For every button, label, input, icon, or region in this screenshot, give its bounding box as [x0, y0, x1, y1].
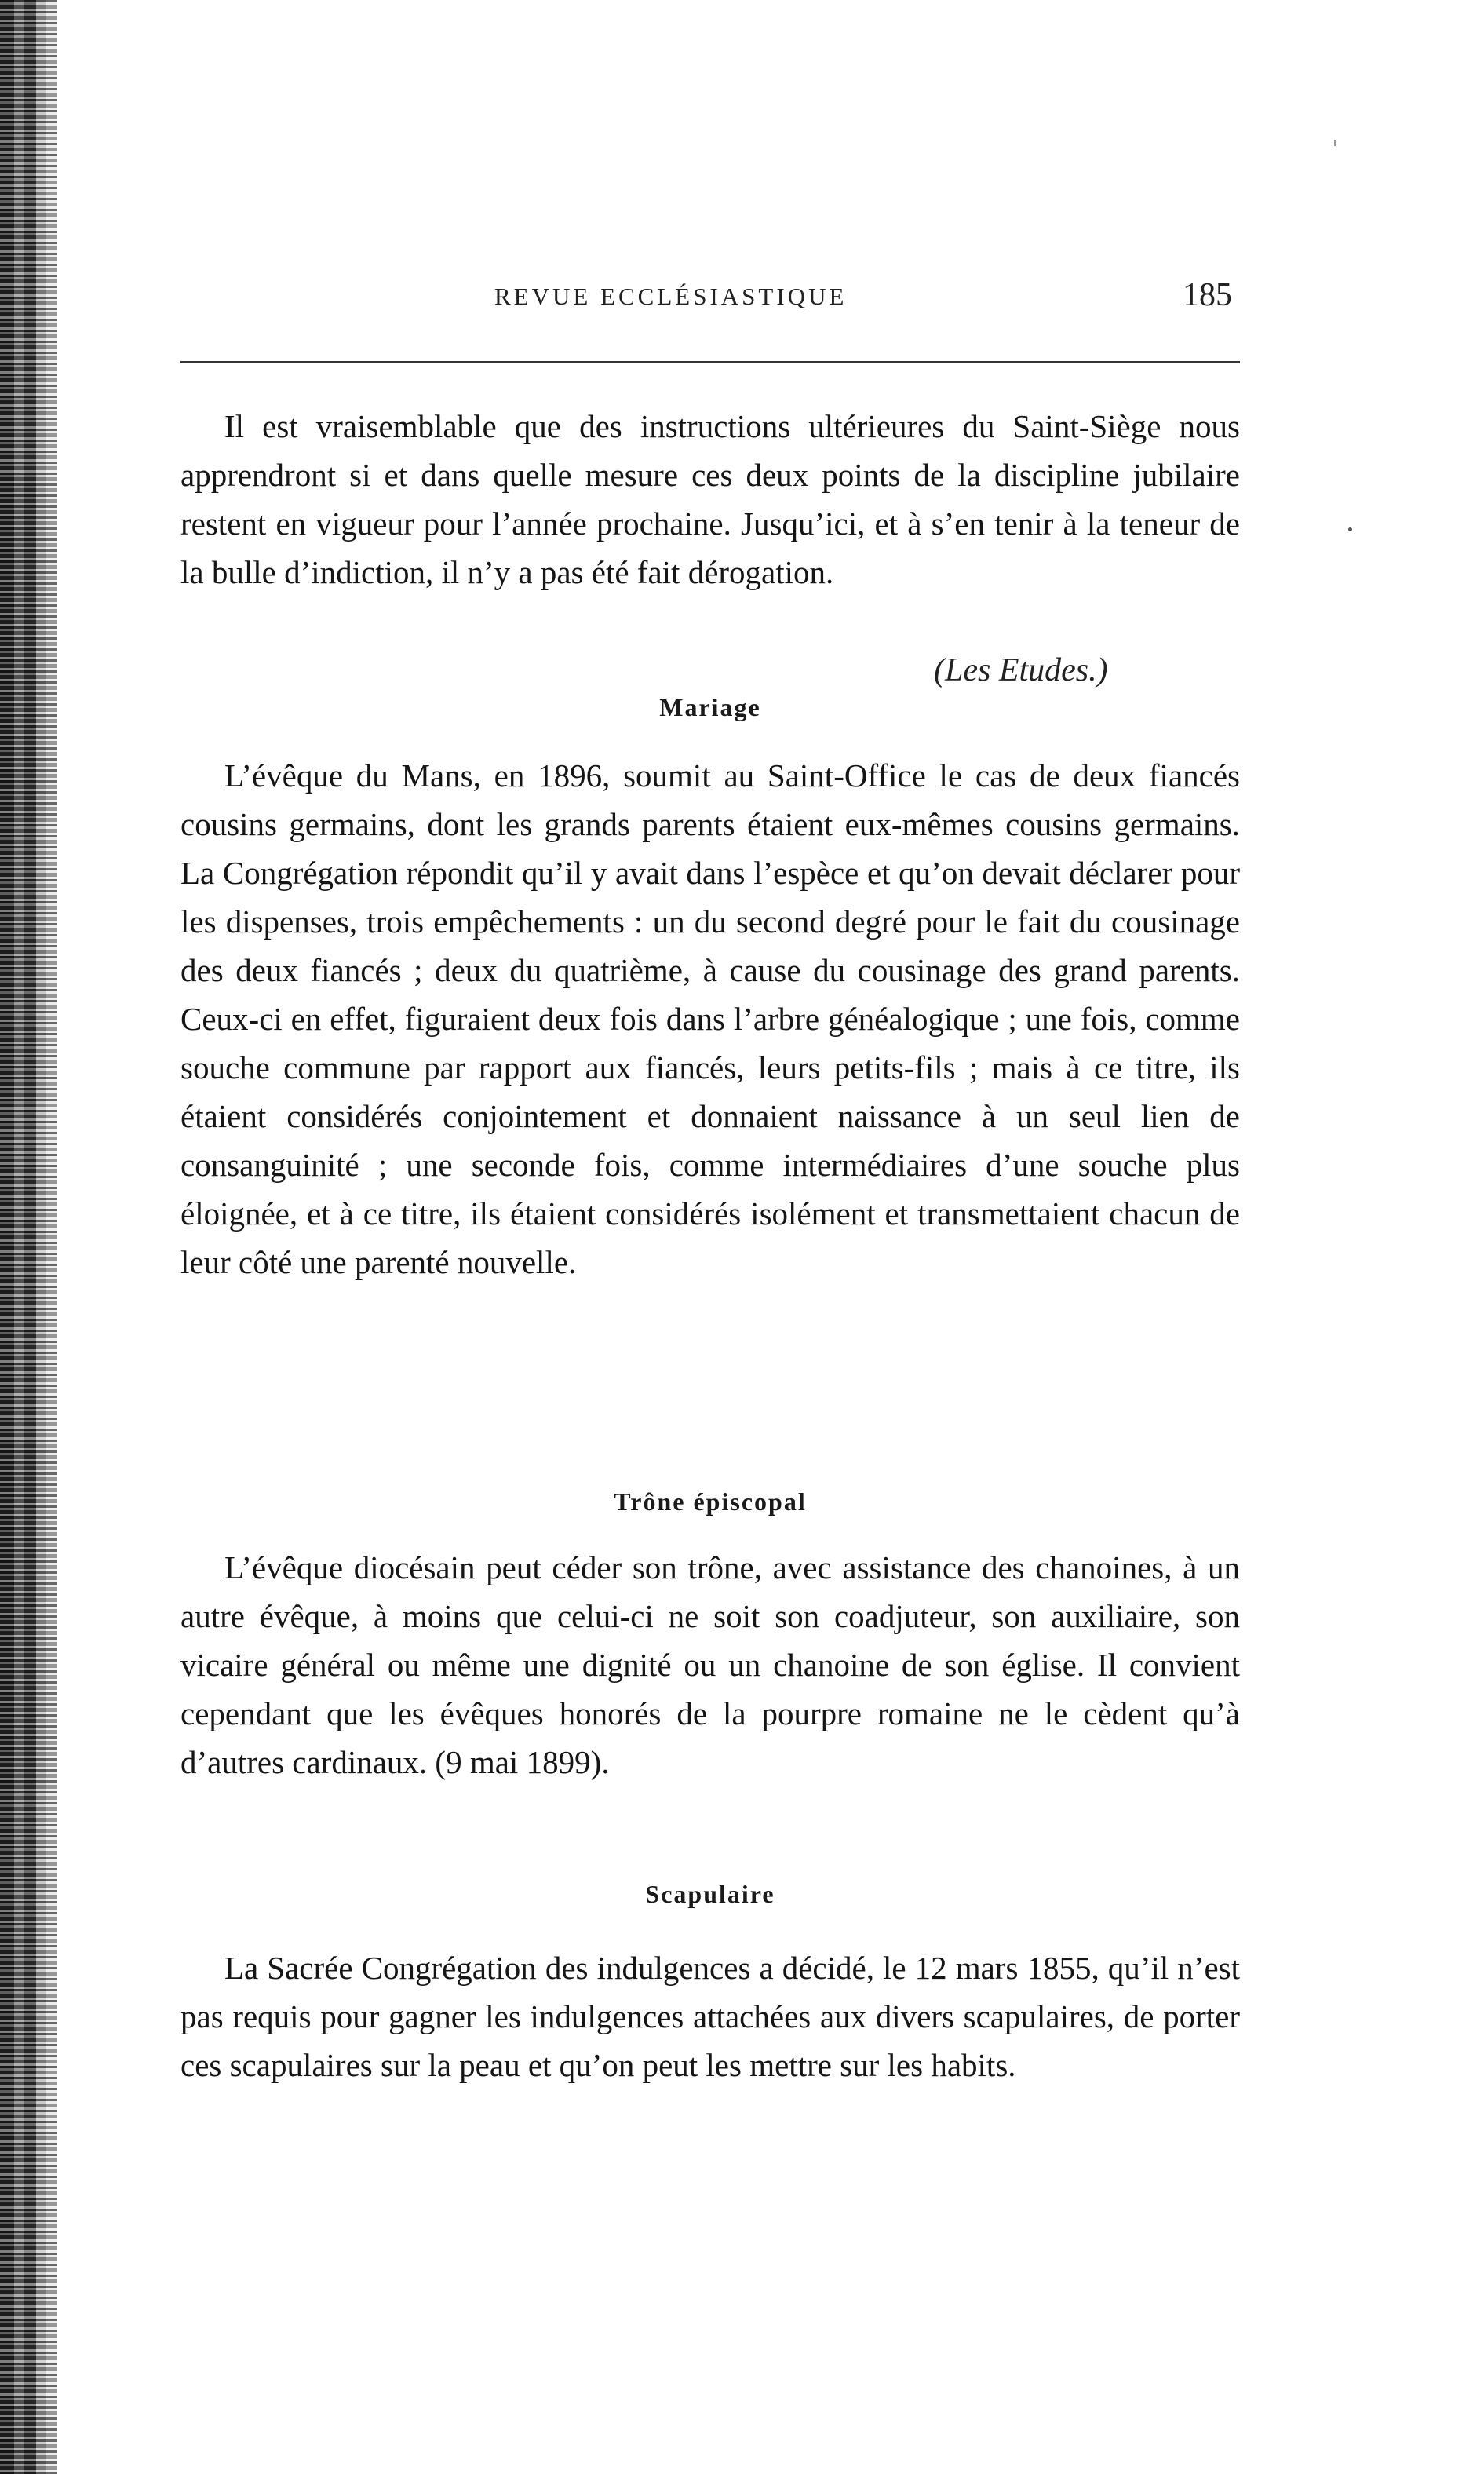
source-citation: (Les Etudes.) — [934, 652, 1108, 688]
page-header — [180, 276, 1240, 323]
trone-paragraph: L’évêque diocésain peut céder son trône, avec assistance des chanoines, à un autre évêque, à moins que celui-ci ne soit son coadjuteur, son auxiliaire, son vicaire général ou même une dignité ou un chanoine de son église. Il convient cependant que les évêques honorés de la pourpre romaine ne le cèdent qu’à d’autres cardinaux. (9 mai 1899). — [180, 1549, 1240, 1780]
intro-paragraph-block — [180, 402, 1240, 597]
header-rule — [180, 361, 1240, 363]
scapulaire-paragraph: La Sacrée Congrégation des indulgences a décidé, le 12 mars 1855, qu’il n’est pas requis pour gagner les indulgences attachées aux divers scapulaires, de porter ces scapulaires sur la peau et qu’on peut les mettre sur les habits. — [180, 1950, 1240, 2083]
section-heading-mariage: Mariage — [659, 693, 761, 721]
trone-paragraph-block — [180, 1543, 1240, 1786]
section-heading-trone: Trône épiscopal — [614, 1487, 807, 1516]
margin-speck — [1348, 527, 1352, 531]
section-heading-scapulaire: Scapulaire — [645, 1880, 775, 1908]
intro-paragraph: Il est vraisemblable que des instructions ultérieures du Saint-Siège nous apprendront si et dans quelle mesure ces deux points de la discipline jubilaire restent en vigueur pour l’année prochaine. Jusqu’ici, et à s’en tenir à la teneur de la bulle d’indiction, il n’y a pas été fait dérogation. — [180, 408, 1240, 590]
mariage-paragraph-block — [180, 751, 1240, 1286]
margin-mark — [1334, 140, 1336, 146]
mariage-paragraph: L’évêque du Mans, en 1896, soumit au Saint-Office le cas de deux fiancés cousins germains, dont les grands parents étaient eux-mêmes cousins germains. La Congrégation répondit qu’il y avait dans l’espèce et qu’on devait déclarer pour les dispenses, trois empêchements : un du second degré pour le fait du cousinage des deux fiancés ; deux du quatrième, à cause du cousinage des grand parents. Ceux-ci en effet, figuraient deux fois dans l’arbre généalogique ; une fois, comme souche commune par rapport aux fiancés, leurs petits-fils ; mais à ce titre, ils étaient considérés conjointement et donnaient naissance à un seul lien de consanguinité ; une seconde fois, comme intermédiaires d’une souche plus éloignée, et à ce titre, ils étaient considérés isolément et transmettaient chacun de leur côté une parenté nouvelle. — [180, 757, 1240, 1280]
running-head: REVUE ECCLÉSIASTIQUE — [494, 283, 848, 310]
page-number: 185 — [1183, 277, 1232, 313]
scapulaire-paragraph-block — [180, 1943, 1240, 2089]
